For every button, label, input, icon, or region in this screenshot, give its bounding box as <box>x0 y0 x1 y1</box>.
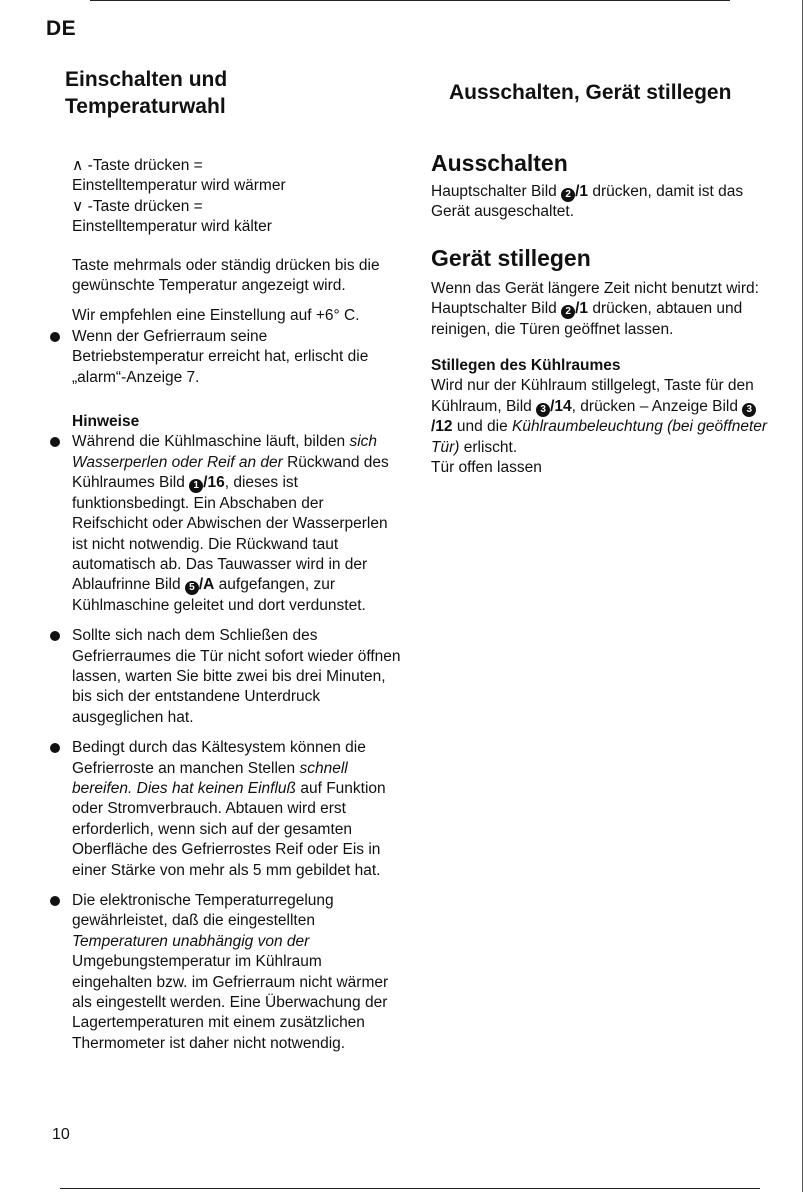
bullet-alarm: Wenn der Gefrierraum seine Betriebstemperatur erreicht hat, erlischt die „alarm“-Anzeige 7. <box>72 327 402 388</box>
kuehlraum-title: Stillegen des Kühlraumes <box>431 357 621 375</box>
ausschalten-title: Ausschalten <box>431 150 568 176</box>
figure-number-2b: 2 <box>561 305 575 319</box>
kuehlraum-text: Wird nur der Kühlraum stillgelegt, Taste für den Kühlraum, Bild 3 /14, drücken – Anzeige Bild 3/12 und die Kühlraumbeleuchtung (bei geöffneter Tür) erlischt. <box>431 377 768 456</box>
ausschalten-text: Hauptschalter Bild 2 /1 drücken, damit ist das Gerät ausgeschaltet. <box>431 183 744 221</box>
hinweise-title: Hinweise <box>72 413 140 431</box>
stillegen-text-2: Hauptschalter Bild 2 /1 drücken, abtauen und reinigen, die Türen geöffnet lassen. <box>431 300 743 338</box>
left-column <box>72 156 402 1054</box>
figure-number-1: 1 <box>189 479 203 493</box>
page-number: 10 <box>52 1126 70 1143</box>
right-edge-line <box>802 0 803 1192</box>
stillegen-text-1: Wenn das Gerät längere Zeit nicht benutzt wird: <box>431 279 759 297</box>
stillegen-title: Gerät stillegen <box>431 244 591 271</box>
figure-number-3: 3 <box>536 403 550 417</box>
key-line-up: ∧ -Taste drücken = <box>72 157 203 174</box>
hinweise-item-3: Bedingt durch das Kältesystem können die Gefrierroste an manchen Stellen schnell bereifen. Dies hat keinen Einfluß auf Funktion oder Stromverbrauch. Abtauen wird erst erforderlich, wenn sich auf der gesamten Oberfläche des Gefrierrostes Reif oder Eis in einer Stärke von mehr als 5 mm gebildet hat. <box>72 738 402 881</box>
key-line-down: ∨ -Taste drücken = <box>72 197 203 215</box>
key-line-down-result: Einstelltemperatur wird kälter <box>72 218 272 236</box>
figure-number-2: 2 <box>561 188 575 202</box>
right-column <box>431 148 771 478</box>
hinweise-item-4: Die elektronische Temperaturregelung gewährleistet, daß die eingestellten Temperaturen unabhängig von der Umgebungstemperatur im Kühlraum eingehalten bzw. im Gefrierraum nicht wärmer als eingestellt werden. Eine Überwachung der Lagertemperaturen mit einem zusätzlichen Thermometer ist daher nicht notwendig. <box>72 891 402 1054</box>
figure-number-5: 5 <box>185 581 199 595</box>
section-heading-einschalten: Einschalten und Temperaturwahl <box>65 68 228 118</box>
bottom-rule <box>60 1188 760 1189</box>
para-hold-key: Taste mehrmals oder ständig drücken bis die gewünschte Temperatur angezeigt wird. <box>72 256 380 295</box>
top-rule <box>90 0 730 1</box>
kuehlraum-text-door: Tür offen lassen <box>431 459 542 477</box>
hinweise-item-2: Sollte sich nach dem Schließen des Gefrierraumes die Tür nicht sofort wieder öffnen lassen, warten Sie bitte zwei bis drei Minuten, bis sich der entstandene Unterdruck ausgeglichen hat. <box>72 626 402 728</box>
section-heading-ausschalten: Ausschalten, Gerät stillegen <box>449 81 732 104</box>
figure-number-3b: 3 <box>742 403 756 417</box>
hinweise-item-1: Während die Kühlmaschine läuft, bilden sich Wasserperlen oder Reif an der Rückwand des Kühlraumes Bild 1 /16, dieses ist funktionsbedingt. Ein Abschaben der Reifschicht oder Abwischen der Wasserperlen ist nicht notwendig. Die Rückwand taut automatisch ab. Das Tauwasser wird in der Ablaufrinne Bild 5 /A aufgefangen, zur Kühlmaschine geleitet und dort verdunstet. <box>72 432 402 616</box>
key-line-up-result: Einstelltemperatur wird wärmer <box>72 177 286 195</box>
para-recommend: Wir empfehlen eine Einstellung auf +6° C. <box>72 307 360 325</box>
language-label: DE <box>46 17 77 40</box>
